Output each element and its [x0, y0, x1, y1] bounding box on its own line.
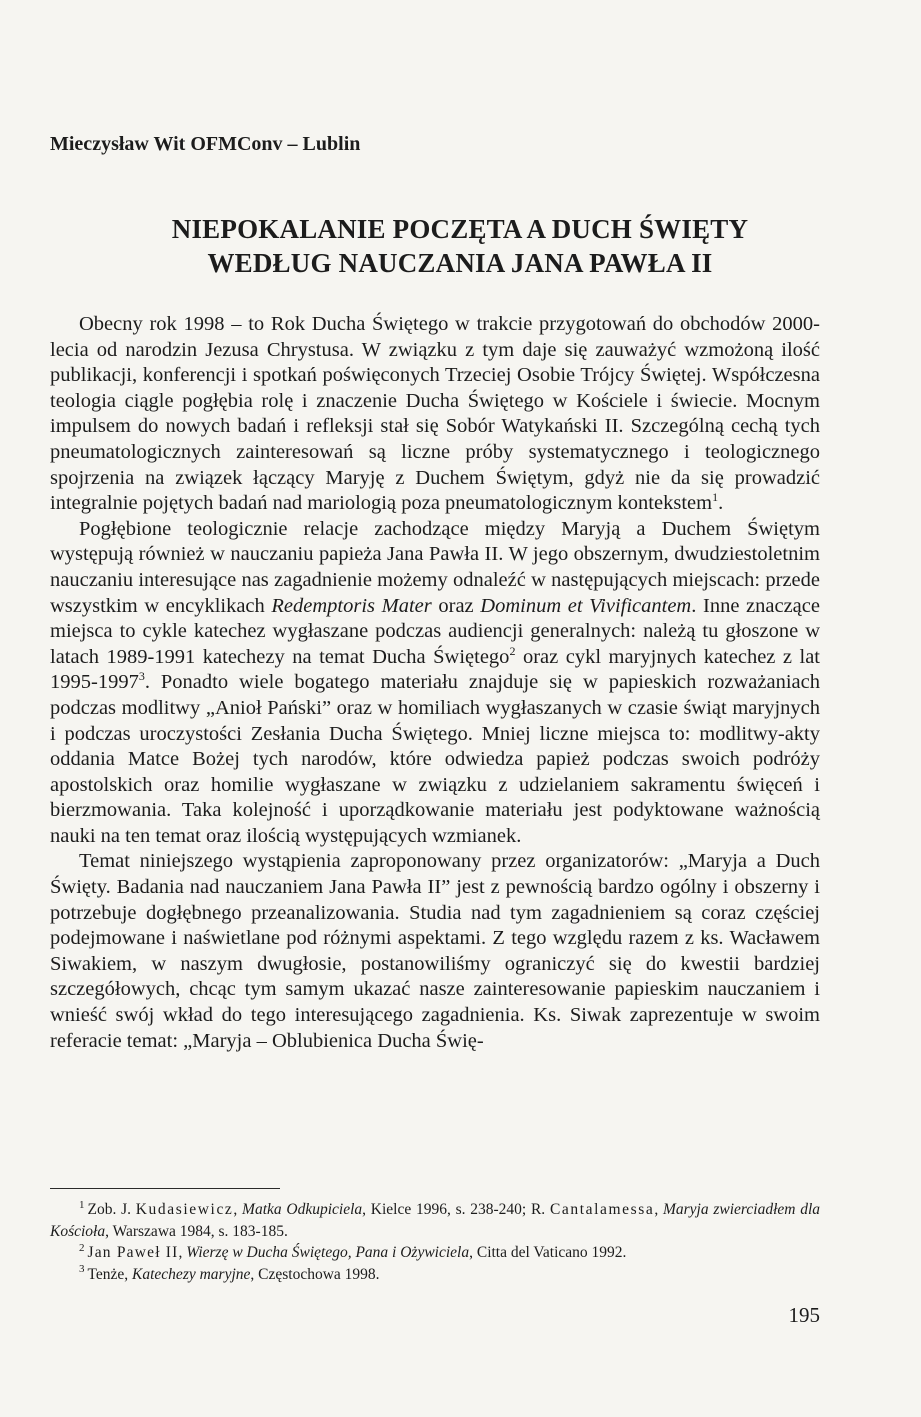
footnote-1: $^1$ Zob. J. Kudasiewicz, Matka Odkupiciela, Kielce 1996, s. 238-240; R. Cantalamessa, Maryja zwierciadłem dla Kościoła, Warszawa 1984, s. 183-185.	[50, 1198, 820, 1240]
encyclical-title-1: Redemptoris Mater	[271, 594, 432, 617]
title-line-2: WEDŁUG NAUCZANIA JANA PAWŁA II	[207, 248, 713, 278]
paragraph-1: Obecny rok 1998 – to Rok Ducha Świętego w trakcie przygotowań do obchodów 2000-lecia od narodzin Jezusa Chrystusa. W związku z tym daje się zauważyć wzmożoną ilość publikacji, konferencji i spotkań poświęconych Trzeciej Osobie Trójcy Świętej. Współczesna teologia ciągle pogłębia rolę i znaczenie Ducha Świętego w Kościele i świecie. Mocnym impulsem do nowych badań i refleksji stał się Sobór Watykański II. Szczególną cechą tych pneumatologicznych zainteresowań są liczne próby systematycznego i teologicznego spojrzenia na związek łączący Maryję z Duchem Świętym, gdyż nie da się prowadzić integralnie pojętych badań nad mariologią poza pneumatologicznym kontekstem$^1$.	[50, 313, 820, 515]
footnotes	[50, 1199, 820, 1285]
article-body	[50, 312, 820, 1054]
footnote-ref-2: 2	[509, 643, 516, 658]
article-title	[50, 212, 870, 280]
encyclical-title-2: Dominum et Vivificantem	[480, 594, 692, 617]
footnote-3: $^3$ Tenże, Katechezy maryjne, Częstochowa 1998.	[79, 1263, 380, 1283]
footnote-2: $^2$ Jan Paweł II, Wierzę w Ducha Świętego, Pana i Ożywiciela, Citta del Vaticano 1992.	[79, 1241, 627, 1261]
footnote-ref-1: 1	[712, 490, 719, 505]
footnote-ref-3: 3	[138, 669, 145, 684]
author-line: Mieczysław Wit OFMConv – Lublin	[50, 133, 361, 155]
paragraph-2: Pogłębione teologicznie relacje zachodzące między Maryją a Duchem Świętym występują również w nauczaniu papieża Jana Pawła II. W jego obszernym, dwudziestoletnim nauczaniu interesujące nas zagadnienie możemy odnaleźć w następujących miejscach: przede wszystkim w encyklikach Redemptoris Mater oraz Dominum et Vivificantem. Inne znaczące miejsca to cykle katechez wygłaszane podczas audiencji generalnych: należą tu głoszone w latach 1989-1991 katechezy na temat Ducha Świętego$^2$ oraz cykl maryjnych katechez z lat 1995-1997$^3$. Ponadto wiele bogatego materiału znajduje się w papieskich rozważaniach podczas modlitwy „Anioł Pański” oraz w homiliach wygłaszanych w czasie świąt maryjnych i podczas uroczystości Zesłania Ducha Świętego. Mniej liczne miejsca to: modlitwy-akty oddania Matce Bożej tych narodów, które odwiedza papież podczas swoich podróży apostolskich oraz homilie wygłaszane w związku z udzielaniem sakramentu święceń i bierzmowania. Taka kolejność i uporządkowanie materiału jest podyktowane ważnością nauki na ten temat oraz ilością występujących wzmianek.	[50, 517, 820, 847]
paragraph-3: Temat niniejszego wystąpienia zaproponowany przez organizatorów: „Maryja a Duch Święty. Badania nad nauczaniem Jana Pawła II” jest z pewnością bardzo ogólny i obszerny i potrzebuje dogłębnego przeanalizowania. Studia nad tym zagadnieniem są coraz częściej podejmowane i naświetlane pod różnymi aspektami. Z tego względu razem z ks. Wacławem Siwakiem, w naszym dwugłosie, postanowiliśmy ograniczyć się do kwestii bardziej szczegółowych, chcąc tym samym ukazać nasze zainteresowanie papieskim nauczaniem i wnieść swój wkład do tego interesującego zagadnienia. Ks. Siwak zaprezentuje w swoim referacie temat: „Maryja – Oblubienica Ducha Świę-	[50, 850, 820, 1052]
footnote-separator	[50, 1188, 280, 1189]
page-number: 195	[788, 1303, 820, 1327]
title-line-1: NIEPOKALANIE POCZĘTA A DUCH ŚWIĘTY	[171, 214, 749, 244]
